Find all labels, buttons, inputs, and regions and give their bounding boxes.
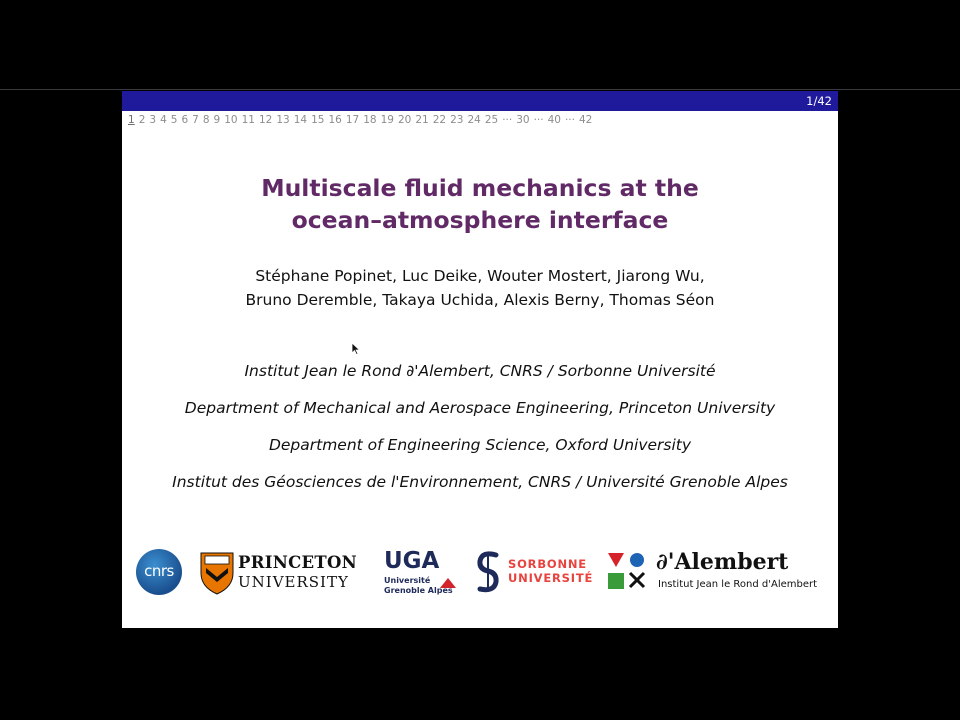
sorbonne-logo (474, 547, 592, 597)
logo-row (122, 545, 838, 605)
princeton-logo-line-2: UNIVERSITY (238, 573, 349, 591)
nav-page-18[interactable]: 18 (363, 114, 377, 126)
uga-logo (382, 548, 462, 598)
nav-page-17[interactable]: 17 (345, 114, 360, 126)
nav-page-1[interactable]: 1 (128, 114, 135, 126)
princeton-shield-icon (200, 551, 234, 595)
nav-page-15[interactable]: 15 (311, 114, 325, 126)
top-divider (0, 89, 960, 90)
dalembert-logo-subtitle: Institut Jean le Rond d'Alembert (658, 579, 818, 590)
sorbonne-logo-line-2: UNIVERSITÉ (508, 571, 594, 585)
authors-line-2: Bruno Deremble, Takaya Uchida, Alexis Berny, Thomas Séon (245, 291, 715, 309)
nav-page-24[interactable]: 24 (467, 114, 481, 126)
nav-page-2[interactable]: 2 (138, 114, 146, 126)
sorbonne-emblem-icon (474, 549, 502, 595)
nav-page-23[interactable]: 23 (450, 114, 464, 126)
cnrs-logo (136, 549, 182, 595)
sorbonne-logo-line-1: SORBONNE (508, 557, 587, 571)
nav-page-14[interactable]: 14 (293, 114, 308, 126)
nav-page-21[interactable]: 21 (415, 114, 429, 126)
nav-page-20[interactable]: 20 (397, 114, 412, 126)
nav-page-25[interactable]: 25 (484, 114, 499, 126)
uga-logo-line-2: Grenoble Alpes (384, 586, 453, 595)
nav-page-7[interactable]: 7 (192, 114, 199, 126)
affiliation-princeton: Department of Mechanical and Aerospace Engineering, Princeton University (184, 399, 776, 417)
nav-page-42[interactable]: 42 (578, 114, 593, 126)
nav-page-19[interactable]: 19 (380, 114, 394, 126)
nav-page-13[interactable]: 13 (276, 114, 290, 126)
authors-line-1: Stéphane Popinet, Luc Deike, Wouter Mostert, Jiarong Wu, (255, 267, 705, 285)
nav-ellipsis: ··· (502, 114, 513, 126)
nav-page-6[interactable]: 6 (181, 114, 189, 126)
dalembert-logo (606, 549, 832, 599)
nav-page-30[interactable]: 30 (516, 114, 530, 126)
dalembert-shapes-icon (606, 551, 648, 593)
nav-page-11[interactable]: 11 (241, 114, 255, 126)
slide-title-line-2: ocean–atmosphere interface (291, 206, 669, 234)
dalembert-logo-title: ∂'Alembert (656, 549, 789, 575)
mouse-cursor-icon (351, 342, 361, 356)
presentation-slide (122, 91, 838, 628)
nav-ellipsis: ··· (564, 114, 575, 126)
nav-page-40[interactable]: 40 (547, 114, 561, 126)
nav-page-3[interactable]: 3 (149, 114, 157, 126)
uga-logo-text: UGA (384, 548, 440, 574)
princeton-logo-line-1: PRINCETON (238, 553, 358, 572)
nav-page-4[interactable]: 4 (160, 114, 167, 126)
nav-ellipsis: ··· (533, 114, 544, 126)
affiliation-ige: Institut des Géosciences de l'Environnement, CNRS / Université Grenoble Alpes (172, 473, 788, 491)
princeton-logo (200, 549, 370, 597)
affiliation-dalembert: Institut Jean le Rond ∂'Alembert, CNRS / Sorbonne Université (244, 362, 716, 380)
nav-page-12[interactable]: 12 (258, 114, 273, 126)
nav-page-22[interactable]: 22 (432, 114, 447, 126)
uga-logo-line-1: Université (384, 576, 431, 585)
slide-title-line-1: Multiscale fluid mechanics at the (261, 174, 699, 202)
nav-page-10[interactable]: 10 (224, 114, 238, 126)
nav-page-16[interactable]: 16 (328, 114, 342, 126)
nav-page-8[interactable]: 8 (202, 114, 210, 126)
slide-navigation (128, 114, 596, 126)
nav-page-9[interactable]: 9 (213, 114, 221, 126)
cnrs-logo-text: cnrs (144, 562, 174, 580)
page-counter: 1/42 (806, 94, 832, 108)
affiliation-oxford: Department of Engineering Science, Oxford University (268, 436, 692, 454)
slide-header-bar (122, 91, 838, 111)
nav-page-5[interactable]: 5 (170, 114, 178, 126)
